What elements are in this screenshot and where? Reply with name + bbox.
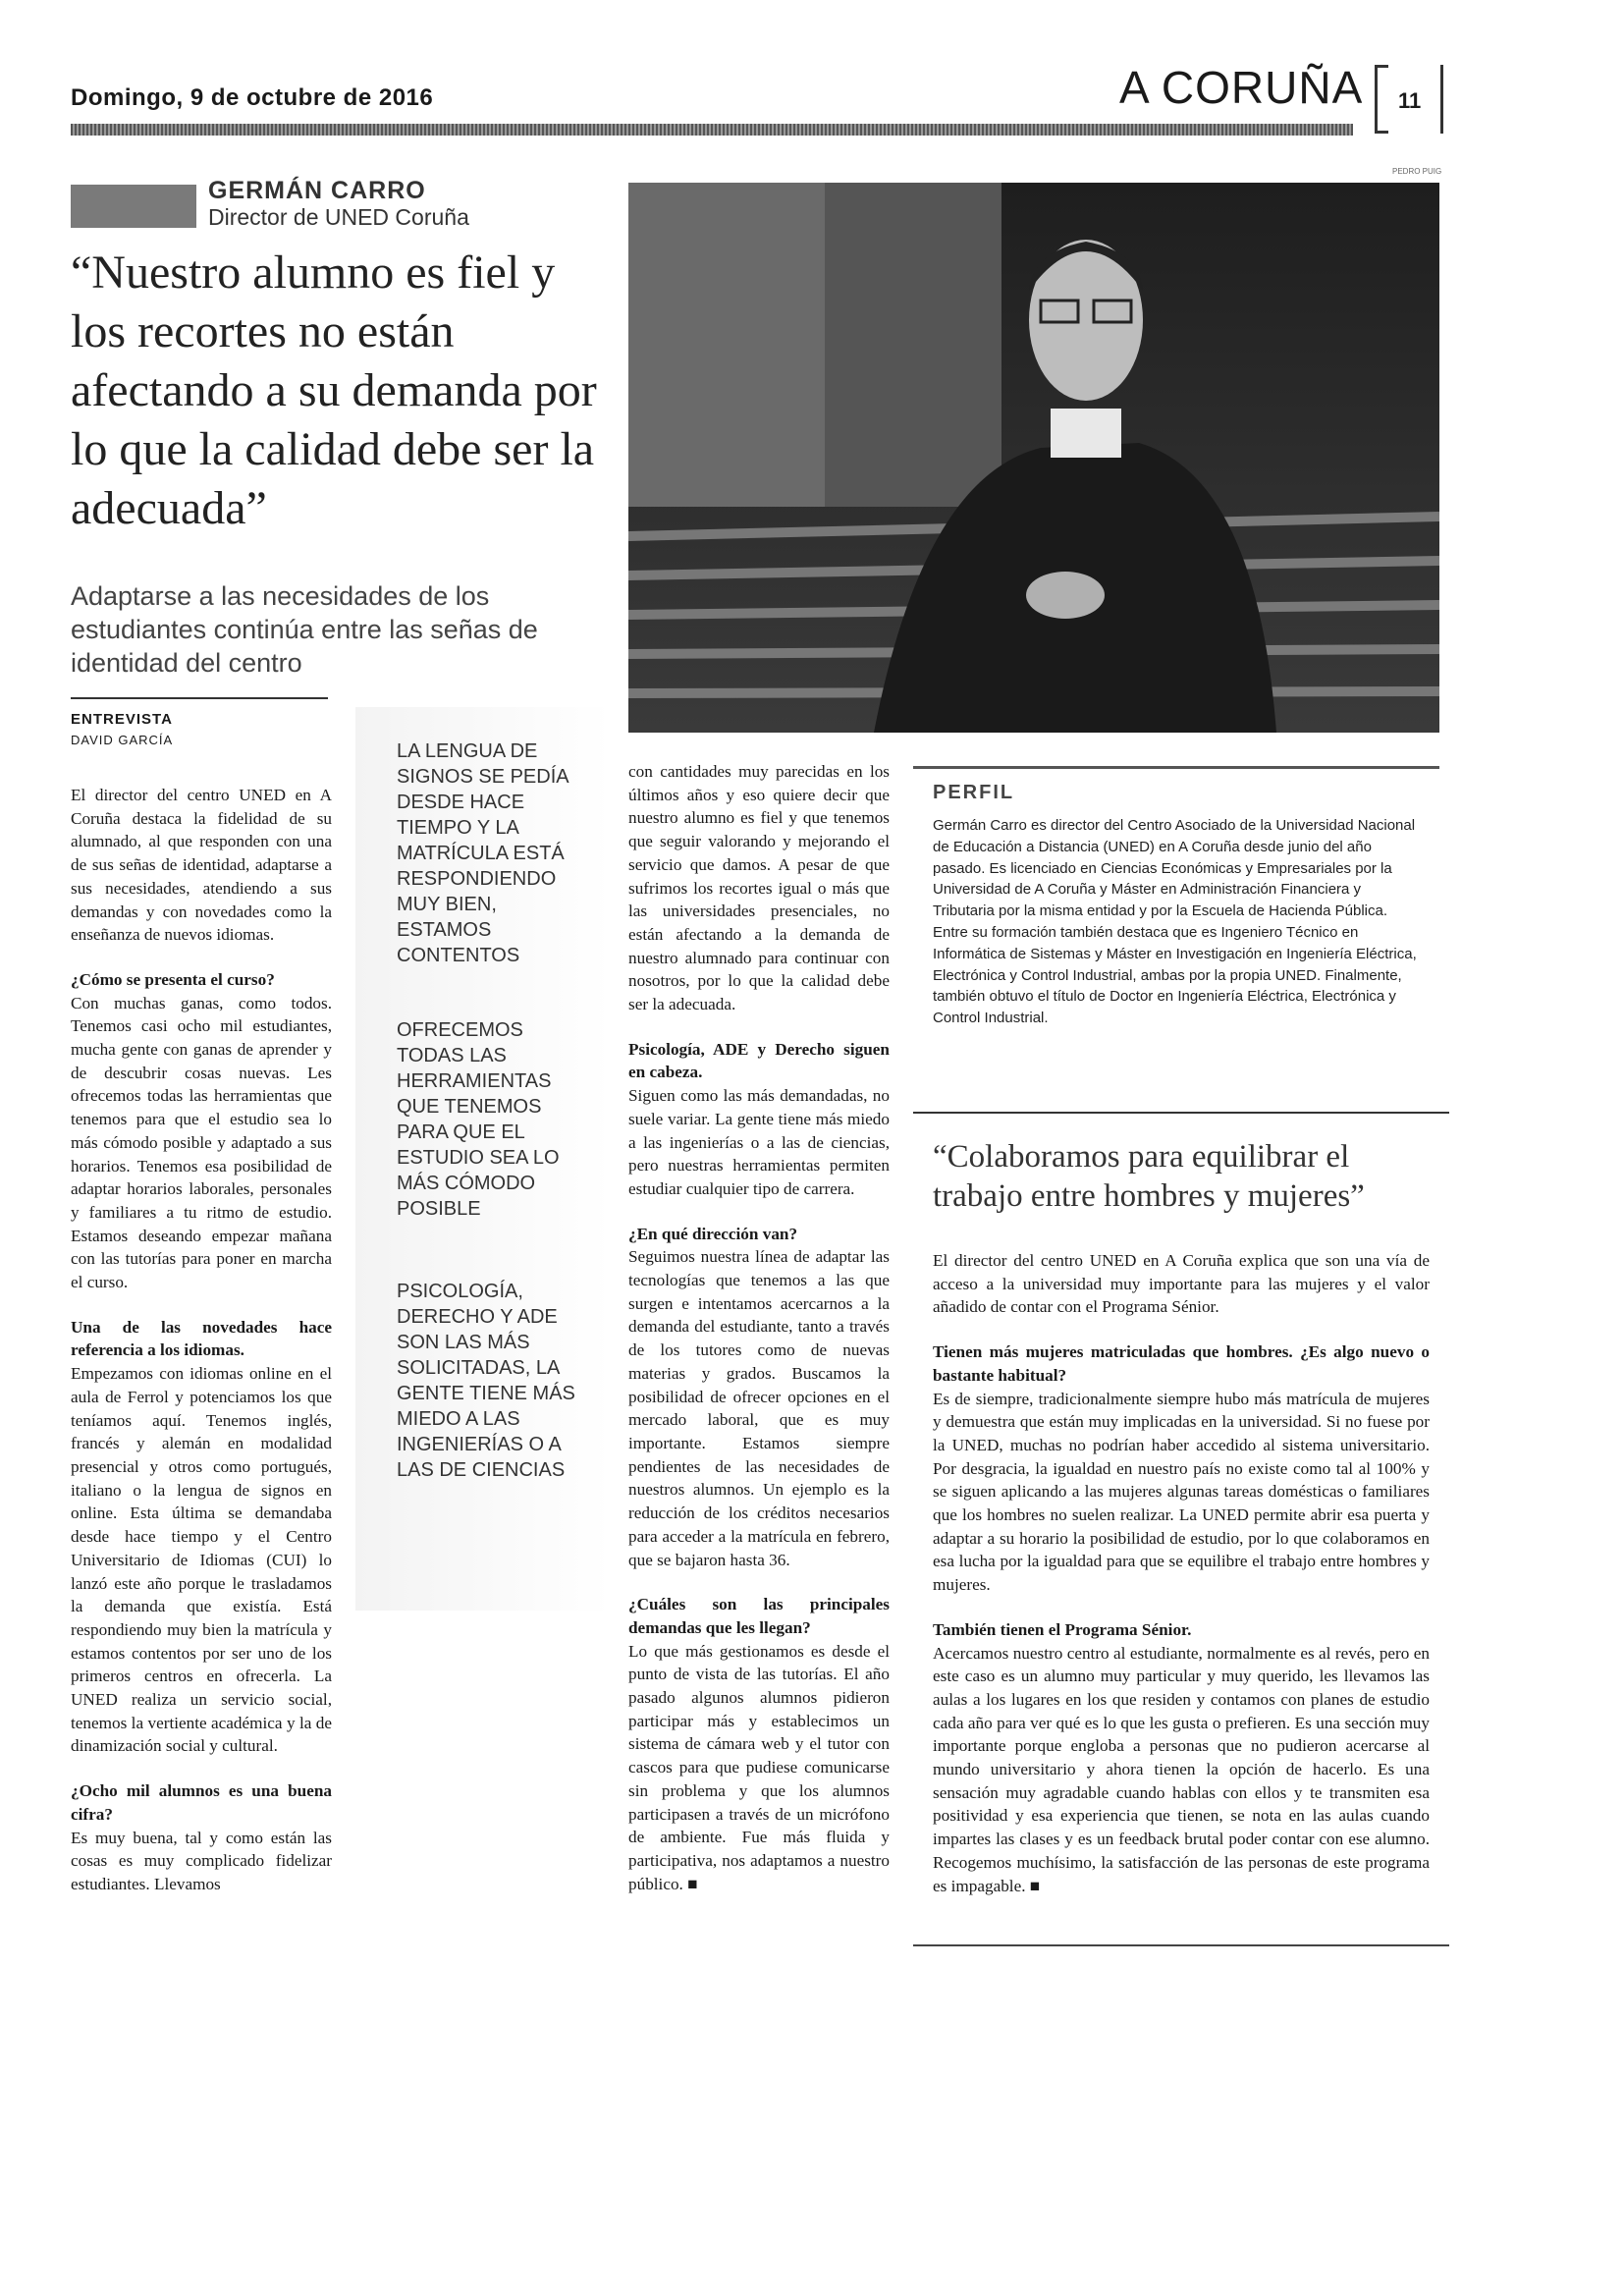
perfil-title: PERFIL [933,782,1015,803]
portrait-illustration [628,183,1439,733]
name-accent-bar [71,185,196,228]
qa-block [71,968,332,1294]
qa-block [628,1593,890,1895]
question: Una de las novedades hace referencia a los idiomas. [71,1317,332,1360]
answer: Empezamos con idiomas online en el aula de Ferrol y potenciamos los que teníamos aquí. Tenemos inglés, francés y alemán en modalidad presencial y otros como portugués, italiano o la lengua de signos en online. Esta última se demandaba desde hace tiempo y el Centro Universitario de Idiomas (CUI) lo lanzó este año porque le trasladamos la demanda que existía. Está respondiendo muy bien la matrícula y estamos contentos por ser uno de los primeros centros en ofrecerla. La UNED realiza un servicio social, tenemos la vertiente académica y la de dinamización social y cultural. [71,1364,332,1756]
interviewee-role: Director de UNED Coruña [208,204,469,230]
answer: Siguen como las más demandadas, no suele variar. La gente tiene más miedo a las ingenierías o a las de ciencias, pero nuestras herramientas permiten estudiar cualquier tipo de carrera. [628,1086,890,1198]
author: DAVID GARCÍA [71,733,174,747]
question: También tienen el Programa Sénior. [933,1619,1192,1639]
sidebar-intro: El director del centro UNED en A Coruña explica que son una vía de acceso a la universidad muy importante para las mujeres y el valor añadido de contar con el Programa Sénior. [933,1251,1430,1317]
question: ¿Ocho mil alumnos es una buena cifra? [71,1781,332,1824]
question: ¿En qué dirección van? [628,1224,798,1243]
answer: Acercamos nuestro centro al estudiante, normalmente es al revés, pero en este caso es un alumno muy particular y muy querido, les llevamos las aulas a los lugares en los que residen y contamos con planes de estudio cada año para ver qué es lo que les gusta o prefieren. Es una sección muy importante porque engloba a personas que no pudieron acercarse al mundo universitario y ahora tienen la opción de hacerlo. Es una sensación muy agradable cuando hablas con ellos y te transmiten esa positividad y esa experiencia que tienen, se nota en las aulas cuando impartes las clases y es un feedback brutal poder contar con ese alumno. Recogemos muchísimo, la satisfacción de las personas de este programa es impagable. ■ [933,1643,1430,1895]
question: Psicología, ADE y Derecho siguen en cabeza. [628,1039,890,1082]
pull-quote: PSICOLOGÍA, DERECHO Y ADE SON LAS MÁS SOLICITADAS, LA GENTE TIENE MÁS MIEDO A LAS INGENIERÍAS O A LAS DE CIENCIAS [397,1281,575,1481]
pull-quote: OFRECEMOS TODAS LAS HERRAMIENTAS QUE TENEMOS PARA QUE EL ESTUDIO SEA LO MÁS CÓMODO POSIBLE [397,1019,560,1220]
answer: Con muchas ganas, como todos. Tenemos casi ocho mil estudiantes, mucha gente con ganas de aprender y de descubrir cosas nuevas. Les ofrecemos todas las herramientas que tenemos para que el estudio sea lo más cómodo posible y adaptado a sus horarios. Tenemos esa posibilidad de adaptar horarios laborales, personales y familiares a tu ritmo de estudio. Estamos deseando empezar mañana con las tutorías para poner en marcha el curso. [71,993,332,1292]
article-column-1 [71,784,332,1918]
kicker: ENTREVISTA [71,711,173,728]
question: ¿Cuáles son las principales demandas que les llegan? [628,1595,890,1637]
answer: Es de siempre, tradicionalmente siempre hubo más matrícula de mujeres y demuestra que están muy implicadas en la universidad. Si no fuese por la UNED, muchas no podrían haber accedido al sistema universitario. Por desgracia, la igualdad en nuestro país no existe como tal al 100% y se siguen aplicando a las mujeres algunas tareas domésticas o familiares que los hombres no suelen realizar. La UNED permite abrir esa puerta y adaptar a su horario la posibilidad de estudio, por lo que colaboramos en esa lucha por la igualdad para que se equilibre el trabajo entre hombres y mujeres. [933,1389,1430,1595]
page-number: 11 [1398,88,1422,113]
question: Tienen más mujeres matriculadas que hombres. ¿Es algo nuevo o bastante habitual? [933,1342,1430,1385]
continued-paragraph: con cantidades muy parecidas en los últimos años y eso quiere decir que nuestro alumno es fiel y que tenemos que seguir valorando y mejorando el servicio que damos. A pesar de que sufrimos los recortes igual o más que las universidades presenciales, no están afectando a la demanda de nuestro alumnado para continuar con nosotros, por lo que la calidad debe ser la adecuada. [628,762,890,1014]
qa-block [71,1316,332,1758]
interviewee-name: GERMÁN CARRO [208,177,426,204]
portrait-photo [628,183,1439,733]
headline: “Nuestro alumno es fiel y los recortes no están afectando a su demanda por lo que la calidad debe ser la adecuada” [71,246,597,534]
byline-rule [71,697,328,699]
perfil-rule [913,766,1439,769]
answer: Seguimos nuestra línea de adaptar las tecnologías que tenemos a las que surgen e intentamos acercarnos a la demanda del estudiante, tanto a través de los tutores como de nuevas materias y grados. Buscamos la posibilidad de ofrecer opciones en el mercado laboral, que es muy importante. Estamos siempre pendientes de las necesidades de nuestros alumnos. Un ejemplo es la reducción de los créditos necesarios para acceder a la matrícula en febrero, que se bajaron hasta 36. [628,1247,890,1569]
answer: Lo que más gestionamos es desde el punto de vista de las tutorías. El año pasado algunos alumnos pidieron participar más y establecimos un sistema de cámara web y el tutor con cascos para que pudiese comunicarse sin problema y que los alumnos participasen a través de un micrófono de ambiente. Fue más fluida y participativa, nos adaptamos a nuestro público. ■ [628,1641,890,1893]
question: ¿Cómo se presenta el curso? [71,969,275,989]
article-column-3 [628,760,890,1917]
sidebar-body [933,1249,1430,1919]
sidebar-end-rule [913,1944,1449,1946]
qa-block [628,1223,890,1572]
header-rule [71,124,1353,136]
sidebar-rule [913,1112,1449,1114]
photo-credit: PEDRO PUIG [1392,167,1442,176]
answer: Es muy buena, tal y como están las cosas es muy complicado fidelizar estudiantes. Llevamos [71,1828,332,1893]
qa-block [71,1779,332,1896]
page-date: Domingo, 9 de octubre de 2016 [71,84,434,111]
deck: Adaptarse a las necesidades de los estudiantes continúa entre las señas de identidad del centro [71,581,538,678]
sidebar-headline: “Colaboramos para equilibrar el trabajo entre hombres y mujeres” [933,1139,1365,1214]
pull-quote: LA LENGUA DE SIGNOS SE PEDÍA DESDE HACE TIEMPO Y LA MATRÍCULA ESTÁ RESPONDIENDO MUY BIEN, ESTAMOS CONTENTOS [397,740,568,966]
qa-block [933,1340,1430,1597]
intro-paragraph: El director del centro UNED en A Coruña destaca la fidelidad de su alumnado, al que responden con una de sus señas de identidad, adaptarse a sus necesidades, atendiendo a sus demandas y con novedades como la enseñanza de nuevos idiomas. [71,786,332,945]
qa-block [628,1038,890,1201]
perfil-body: Germán Carro es director del Centro Asociado de la Universidad Nacional de Educación a Distancia (UNED) en A Coruña desde junio del año pasado. Es licenciado en Ciencias Económicas y Empresariales por la Universidad de A Coruña y Máster en Administración Financiera y Tributaria por la misma entidad y por la Escuela de Hacienda Pública. Entre su formación también destaca que es Ingeniero Técnico en Informática de Sistemas y Máster en Investigación en Ingeniería Eléctrica, Electrónica y Control Industrial, ambas por la propia UNED. Finalmente, también obtuvo el título de Doctor en Ingeniería Eléctrica, Electrónica y Control Industrial. [933,817,1417,1027]
qa-block [933,1618,1430,1897]
section-title: A CORUÑA [1119,62,1364,113]
